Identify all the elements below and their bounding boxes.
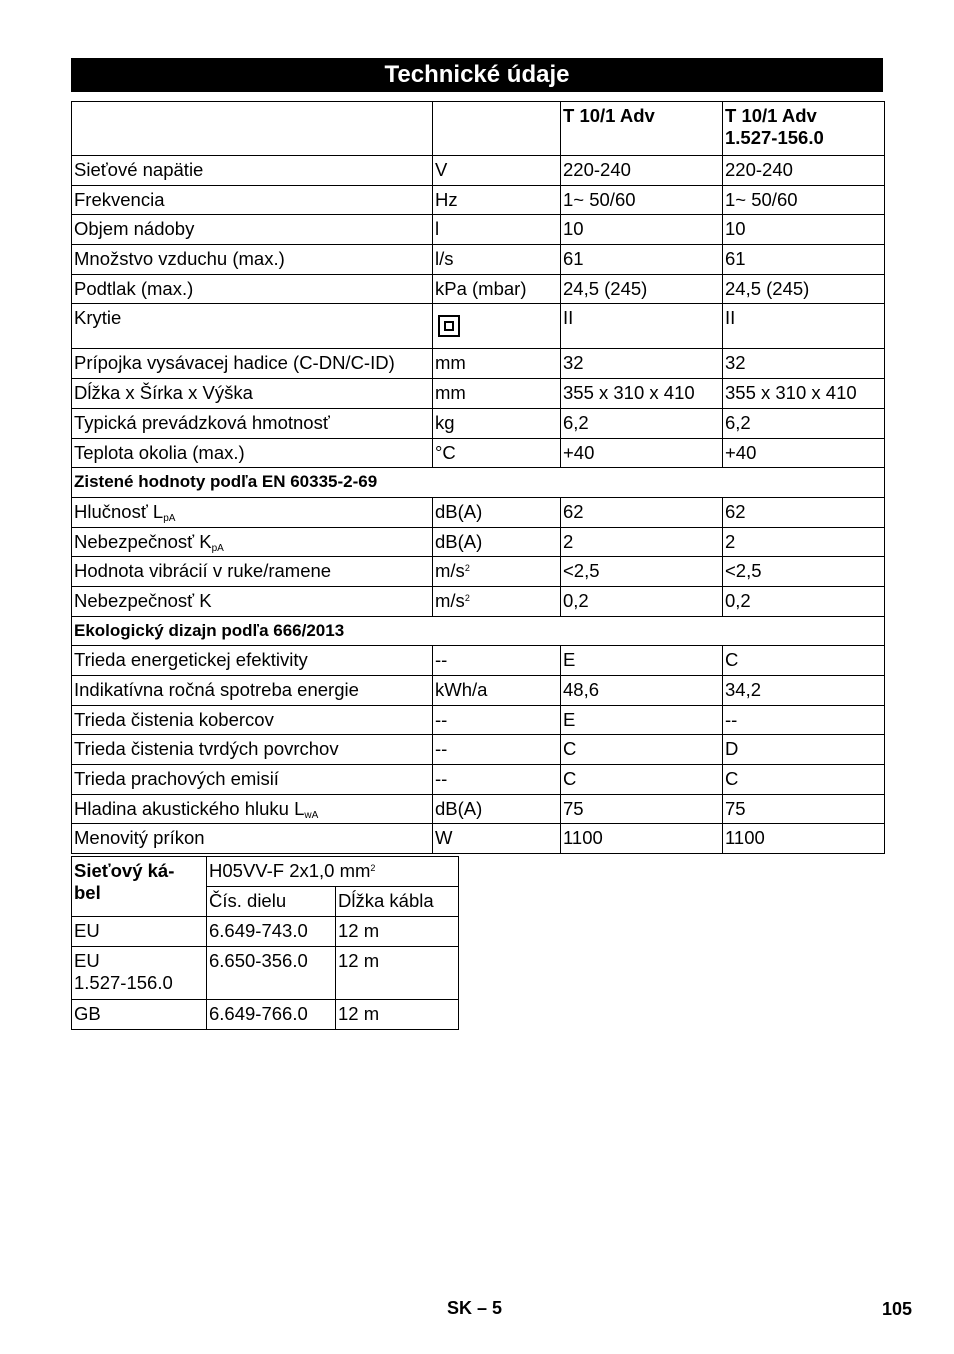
row-label: Trieda energetickej efektivity <box>72 646 433 676</box>
row-value-model2: II <box>723 304 885 349</box>
cable-length: 12 m <box>336 917 459 947</box>
cable-header-row <box>72 857 459 887</box>
row-unit: dB(A) <box>433 497 561 527</box>
row-unit: -- <box>433 646 561 676</box>
row-value-model2: <2,5 <box>723 557 885 587</box>
model-column-header: T 10/1 Adv <box>561 102 723 156</box>
row-value-model2: 10 <box>723 215 885 245</box>
row-unit: $m/s^2$ <box>433 557 561 587</box>
row-unit: -- <box>433 705 561 735</box>
technical-data-table <box>71 101 885 854</box>
cable-part-number: 6.649-743.0 <box>207 917 336 947</box>
row-value-model1: 220-240 <box>561 156 723 186</box>
section-heading-measured-values: Zistené hodnoty podľa EN 60335-2-69 <box>72 468 885 498</box>
cable-region: EU <box>72 917 207 947</box>
table-row <box>72 438 885 468</box>
row-label: Sieťové napätie <box>72 156 433 186</box>
section-heading-ecodesign: Ekologický dizajn podľa 666/2013 <box>72 616 885 646</box>
row-value-model2: 1~ 50/60 <box>723 185 885 215</box>
row-value-model2: C <box>723 646 885 676</box>
row-unit: W <box>433 824 561 854</box>
row-unit: kg <box>433 408 561 438</box>
row-value-model1: 61 <box>561 245 723 275</box>
row-unit: V <box>433 156 561 186</box>
row-label: Trieda prachových emisií <box>72 765 433 795</box>
row-value-model2: 24,5 (245) <box>723 274 885 304</box>
row-value-model1: 24,5 (245) <box>561 274 723 304</box>
row-value-model2: 355 x 310 x 410 <box>723 379 885 409</box>
row-value-model1: 62 <box>561 497 723 527</box>
row-label: Trieda čistenia kobercov <box>72 705 433 735</box>
row-value-model1: <2,5 <box>561 557 723 587</box>
row-unit: Hz <box>433 185 561 215</box>
row-value-model2: 2 <box>723 527 885 557</box>
header-empty-cell <box>433 102 561 156</box>
cable-title: Sieťový ká- bel <box>72 857 207 917</box>
row-value-model2: +40 <box>723 438 885 468</box>
row-value-model2: 1100 <box>723 824 885 854</box>
row-label: Menovitý príkon <box>72 824 433 854</box>
table-row <box>72 824 885 854</box>
table-row <box>72 527 885 557</box>
table-row <box>72 156 885 186</box>
row-unit: mm <box>433 349 561 379</box>
row-value-model2: 32 <box>723 349 885 379</box>
table-row-krytie <box>72 304 885 349</box>
row-value-model1: II <box>561 304 723 349</box>
row-label: Typická prevádzková hmotnosť <box>72 408 433 438</box>
row-label: Hodnota vibrácií v ruke/ramene <box>72 557 433 587</box>
table-row <box>72 794 885 824</box>
row-value-model1: 1100 <box>561 824 723 854</box>
table-row <box>72 735 885 765</box>
row-value-model1: 48,6 <box>561 676 723 706</box>
row-value-model1: 75 <box>561 794 723 824</box>
table-row <box>72 215 885 245</box>
model-variant-column-header: T 10/1 Adv 1.527-156.0 <box>723 102 885 156</box>
cable-region: EU 1.527-156.0 <box>72 947 207 1000</box>
row-value-model2: D <box>723 735 885 765</box>
cable-region: GB <box>72 1000 207 1030</box>
table-row <box>72 947 459 1000</box>
row-value-model2: 0,2 <box>723 586 885 616</box>
section-heading-row <box>72 468 885 498</box>
row-label: Dĺžka x Šírka x Výška <box>72 379 433 409</box>
row-value-model1: C <box>561 765 723 795</box>
row-unit: dB(A) <box>433 794 561 824</box>
table-row <box>72 676 885 706</box>
table-row <box>72 1000 459 1030</box>
row-label: Množstvo vzduchu (max.) <box>72 245 433 275</box>
row-unit: dB(A) <box>433 527 561 557</box>
row-unit: °C <box>433 438 561 468</box>
cable-length-column-header: Dĺžka kábla <box>336 887 459 917</box>
table-row <box>72 497 885 527</box>
row-label: Teplota okolia (max.) <box>72 438 433 468</box>
row-value-model2: 62 <box>723 497 885 527</box>
row-value-model1: E <box>561 646 723 676</box>
cable-length: 12 m <box>336 947 459 1000</box>
row-label: Indikatívna ročná spotreba energie <box>72 676 433 706</box>
row-unit <box>433 304 561 349</box>
table-row <box>72 379 885 409</box>
row-label: Krytie <box>72 304 433 349</box>
row-value-model2: 220-240 <box>723 156 885 186</box>
row-unit: -- <box>433 735 561 765</box>
table-row <box>72 274 885 304</box>
table-row <box>72 245 885 275</box>
row-label: Podtlak (max.) <box>72 274 433 304</box>
table-row <box>72 705 885 735</box>
cable-type: H05VV-F 2x1,0 $mm^2$ <box>207 857 459 887</box>
row-unit: mm <box>433 379 561 409</box>
table-row <box>72 646 885 676</box>
row-label: Nebezpečnosť K <box>72 586 433 616</box>
table-row <box>72 557 885 587</box>
header-empty-cell <box>72 102 433 156</box>
cable-length: 12 m <box>336 1000 459 1030</box>
row-label: Frekvencia <box>72 185 433 215</box>
row-value-model2: 6,2 <box>723 408 885 438</box>
protection-class-ii-icon <box>438 315 460 337</box>
row-unit: l <box>433 215 561 245</box>
row-label: Trieda čistenia tvrdých povrchov <box>72 735 433 765</box>
row-value-model1: 355 x 310 x 410 <box>561 379 723 409</box>
page-title: Technické údaje <box>71 58 883 92</box>
table-row <box>72 917 459 947</box>
row-unit: l/s <box>433 245 561 275</box>
row-label: Hlučnosť $L_{pA}$ <box>72 497 433 527</box>
table-row <box>72 349 885 379</box>
row-value-model1: 32 <box>561 349 723 379</box>
row-label: Prípojka vysávacej hadice (C-DN/C-ID) <box>72 349 433 379</box>
row-value-model1: 10 <box>561 215 723 245</box>
table-row <box>72 185 885 215</box>
row-unit: kWh/a <box>433 676 561 706</box>
table-row <box>72 408 885 438</box>
row-value-model2: C <box>723 765 885 795</box>
row-label: Objem nádoby <box>72 215 433 245</box>
table-row <box>72 586 885 616</box>
footer-section-label: SK – 5 <box>447 1298 503 1318</box>
table-header-row <box>72 102 885 156</box>
row-value-model2: -- <box>723 705 885 735</box>
row-value-model1: +40 <box>561 438 723 468</box>
row-unit: $m/s^2$ <box>433 586 561 616</box>
row-value-model1: 6,2 <box>561 408 723 438</box>
row-value-model1: C <box>561 735 723 765</box>
cable-part-number: 6.649-766.0 <box>207 1000 336 1030</box>
row-unit: kPa (mbar) <box>433 274 561 304</box>
part-number-column-header: Čís. dielu <box>207 887 336 917</box>
table-row <box>72 765 885 795</box>
cable-part-number: 6.650-356.0 <box>207 947 336 1000</box>
row-value-model1: E <box>561 705 723 735</box>
row-label: Nebezpečnosť $K_{pA}$ <box>72 527 433 557</box>
power-cable-table <box>71 856 459 1030</box>
page-number: 105 <box>881 1299 912 1319</box>
row-value-model2: 75 <box>723 794 885 824</box>
section-heading-row <box>72 616 885 646</box>
row-value-model1: 0,2 <box>561 586 723 616</box>
row-unit: -- <box>433 765 561 795</box>
row-label: Hladina akustického hluku $L_{wA}$ <box>72 794 433 824</box>
row-value-model1: 2 <box>561 527 723 557</box>
row-value-model2: 61 <box>723 245 885 275</box>
row-value-model1: 1~ 50/60 <box>561 185 723 215</box>
row-value-model2: 34,2 <box>723 676 885 706</box>
